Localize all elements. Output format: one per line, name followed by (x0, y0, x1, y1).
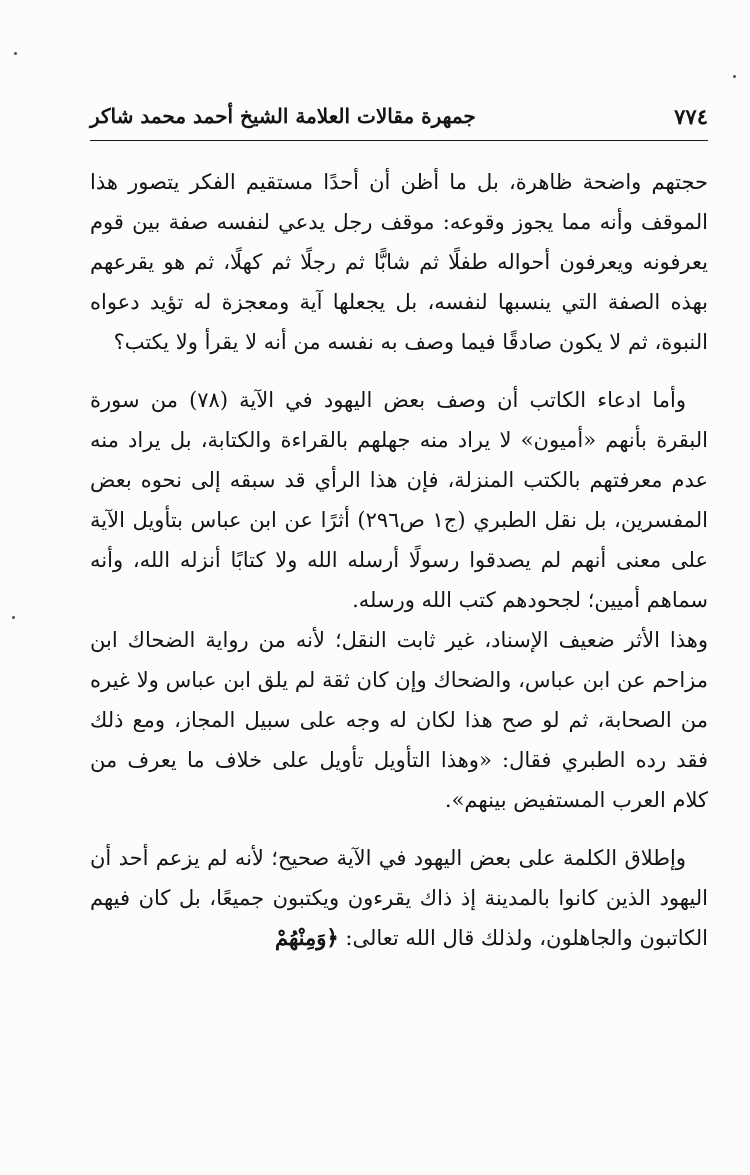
scan-speck (14, 52, 17, 55)
quran-verse-fragment: ﴿وَمِنْهُمْ (275, 925, 339, 950)
scan-speck (733, 75, 736, 78)
paragraph-3: وهذا الأثر ضعيف الإسناد، غير ثابت النقل؛ لأنه من رواية الضحاك ابن مزاحم عن ابن عباس، والضحاك وإن كان ثقة لم يلق ابن عباس ولا غيره من الصحابة، ثم لو صح هذا لكان له وجه على سبيل المجاز، ومع ذلك فقد رده الطبري فقال: «وهذا التأويل تأويل على خلاف ما يعرف من كلام العرب المستفيض بينهم». (90, 628, 708, 812)
page-number: ٧٧٤ (674, 104, 708, 129)
paragraph-1: حجتهم واضحة ظاهرة، بل ما أظن أن أحدًا مستقيم الفكر يتصور هذا الموقف وأنه مما يجوز وقوعه: موقف رجل يدعي لنفسه صفة بين قوم يعرفونه ويعرفون أحواله طفلًا ثم شابًّا ثم رجلًا ثم كهلًا، ثم هو يقرعهم بهذه الصفة التي ينسبها لنفسه، بل يجعلها آية ومعجزة له تؤيد دعواه النبوة، ثم لا يكون صادقًا فيما وصف به نفسه من أنه لا يقرأ ولا يكتب؟ (90, 170, 708, 354)
paragraph-4-text: وإطلاق الكلمة على بعض اليهود في الآية صحيح؛ لأنه لم يزعم أحد أن اليهود الذين كانوا بالمدينة إذ ذاك يقرءون ويكتبون جميعًا، بل كان فيهم الكاتبون والجاهلون، ولذلك قال الله تعالى: (90, 846, 708, 950)
scan-speck (12, 616, 15, 619)
paragraph-4 (90, 838, 708, 958)
page-header (90, 104, 708, 136)
body-text (90, 162, 708, 958)
paragraph-2: وأما ادعاء الكاتب أن وصف بعض اليهود في الآية (٧٨) من سورة البقرة بأنهم «أميون» لا يراد منه جهلهم بالقراءة والكتابة، بل يراد منه عدم معرفتهم بالكتب المنزلة، فإن هذا الرأي قد سبقه إلى نحوه بعض المفسرين، بل نقل الطبري (ج١ ص٢٩٦) أثرًا عن ابن عباس بتأويل الآية على معنى أنهم لم يصدقوا رسولًا أرسله الله ولا كتابًا أنزله الله، وأنه سماهم أميين؛ لجحودهم كتب الله ورسله. (90, 388, 708, 612)
running-title: جمهرة مقالات العلامة الشيخ أحمد محمد شاكر (90, 104, 476, 128)
header-rule (90, 140, 708, 141)
